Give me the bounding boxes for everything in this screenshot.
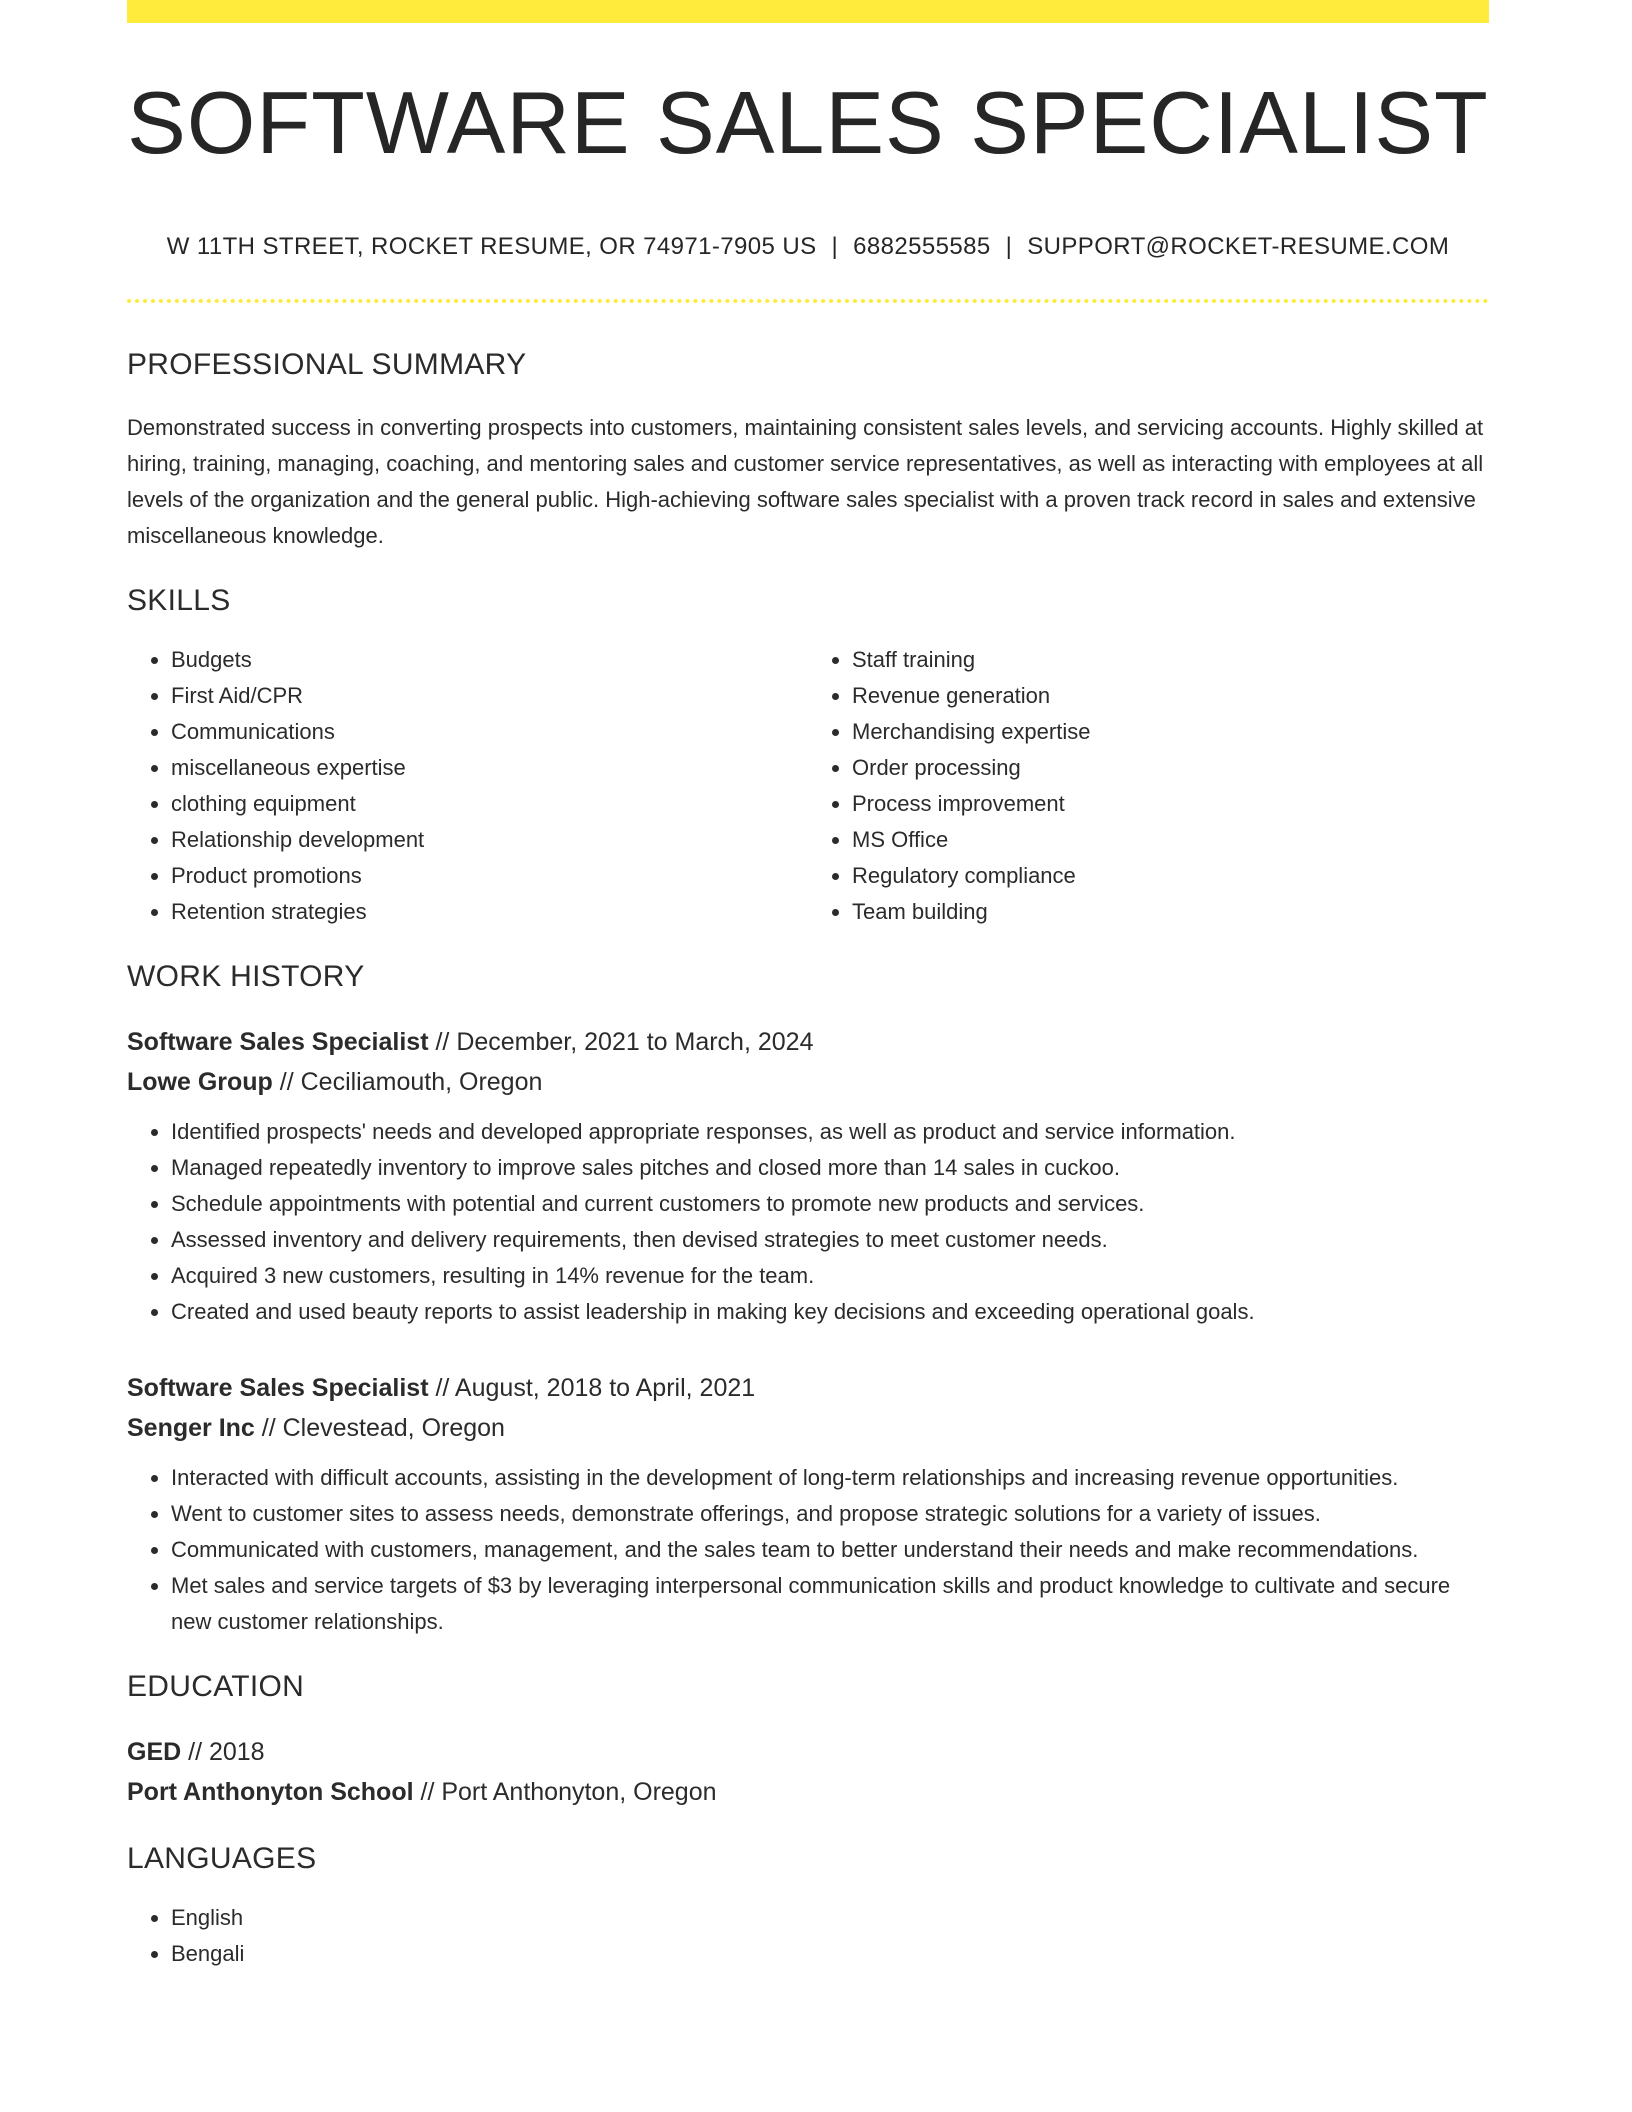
skill-item: • Retention strategies — [171, 894, 808, 930]
skill-item: • miscellaneous expertise — [171, 750, 808, 786]
job-location: // Ceciliamouth, Oregon — [272, 1068, 543, 1096]
job-bullets — [127, 1460, 1489, 1640]
contact-separator: | — [831, 233, 839, 260]
job-bullet: • Identified prospects' needs and developed appropriate responses, as well as product and service information. — [171, 1114, 1489, 1150]
job-company-line — [127, 1408, 1489, 1448]
language-item: • Bengali — [171, 1936, 1489, 1972]
job-bullet: • Acquired 3 new customers, resulting in 14% revenue for the team. — [171, 1258, 1489, 1294]
job-role-line — [127, 1368, 1489, 1408]
skill-item: • Process improvement — [852, 786, 1489, 822]
skill-item: • Communications — [171, 714, 808, 750]
job-company: Senger Inc — [127, 1414, 255, 1442]
job-dates: // December, 2021 to March, 2024 — [428, 1028, 814, 1056]
job-bullet: • Managed repeatedly inventory to improve sales pitches and closed more than 14 sales in cuckoo. — [171, 1150, 1489, 1186]
job-bullets — [127, 1114, 1489, 1330]
phone: 6882555585 — [853, 233, 991, 260]
skill-item: • Revenue generation — [852, 678, 1489, 714]
languages-list — [127, 1900, 1489, 1972]
languages-bullets — [127, 1900, 1489, 1972]
summary-text: Demonstrated success in converting prospects into customers, maintaining consistent sales levels, and servicing accounts. Highly skilled at hiring, training, managing, coaching, and mentoring sales and customer service representatives, as well as interacting with employees at all levels of the organization and the general public. High-achieving software sales specialist with a proven track record in sales and extensive miscellaneous knowledge. — [127, 415, 1484, 548]
job-bullet: • Met sales and service targets of $3 by leveraging interpersonal communication skills and product knowledge to cultivate and secure new customer relationships. — [171, 1568, 1489, 1640]
degree-year: // 2018 — [181, 1738, 265, 1766]
job-role-line — [127, 1022, 1489, 1062]
language-item: • English — [171, 1900, 1489, 1936]
job-bullet: • Went to customer sites to assess needs, demonstrate offerings, and propose strategic solutions for a variety of issues. — [171, 1496, 1489, 1532]
job-bullet: • Assessed inventory and delivery requirements, then devised strategies to meet customer needs. — [171, 1222, 1489, 1258]
school-line — [127, 1772, 1489, 1812]
job-bullet: • Schedule appointments with potential and current customers to promote new products and services. — [171, 1186, 1489, 1222]
job-company-line — [127, 1062, 1489, 1102]
email-link[interactable]: SUPPORT@ROCKET-RESUME.COM — [1027, 233, 1450, 260]
job-bullet: • Communicated with customers, management, and the sales team to better understand their needs and make recommendations. — [171, 1532, 1489, 1568]
school: Port Anthonyton School — [127, 1778, 414, 1806]
degree: GED — [127, 1738, 182, 1766]
resume-page — [127, 0, 1489, 1972]
resume-title: SOFTWARE SALES SPECIALIST — [127, 73, 1489, 172]
job-company: Lowe Group — [127, 1068, 273, 1096]
section-title-education: EDUCATION — [127, 1670, 305, 1703]
skill-item: • Regulatory compliance — [852, 858, 1489, 894]
section-title-work-history: WORK HISTORY — [127, 960, 365, 993]
skill-item: • Product promotions — [171, 858, 808, 894]
school-location: // Port Anthonyton, Oregon — [413, 1778, 717, 1806]
contact-separator: | — [1005, 233, 1013, 260]
skill-item: • MS Office — [852, 822, 1489, 858]
skills-list — [127, 642, 1489, 930]
job-entry — [127, 1022, 1489, 1330]
skill-item: • Team building — [852, 894, 1489, 930]
skill-item: • Staff training — [852, 642, 1489, 678]
job-dates: // August, 2018 to April, 2021 — [428, 1374, 756, 1402]
job-entry — [127, 1368, 1489, 1640]
dotted-divider — [127, 299, 1489, 303]
job-role: Software Sales Specialist — [127, 1028, 429, 1056]
section-title-skills: SKILLS — [127, 584, 231, 617]
skill-item: • First Aid/CPR — [171, 678, 808, 714]
job-role: Software Sales Specialist — [127, 1374, 429, 1402]
skill-item: • Order processing — [852, 750, 1489, 786]
skill-item: • clothing equipment — [171, 786, 808, 822]
section-title-languages: LANGUAGES — [127, 1842, 317, 1875]
address: W 11TH STREET, ROCKET RESUME, OR 74971-7905 US — [166, 233, 817, 260]
job-bullet: • Interacted with difficult accounts, assisting in the development of long-term relationships and increasing revenue opportunities. — [171, 1460, 1489, 1496]
skill-item: • Merchandising expertise — [852, 714, 1489, 750]
skill-item: • Budgets — [171, 642, 808, 678]
section-title-summary: PROFESSIONAL SUMMARY — [127, 348, 527, 381]
job-bullet: • Created and used beauty reports to assist leadership in making key decisions and exceeding operational goals. — [171, 1294, 1489, 1330]
skill-item: • Relationship development — [171, 822, 808, 858]
education-entry — [127, 1732, 1489, 1812]
accent-bar — [127, 0, 1489, 23]
degree-line — [127, 1732, 1489, 1772]
contact-line — [127, 233, 1489, 261]
skills-column-left — [127, 642, 808, 930]
skills-column-right — [808, 642, 1489, 930]
job-location: // Clevestead, Oregon — [254, 1414, 505, 1442]
